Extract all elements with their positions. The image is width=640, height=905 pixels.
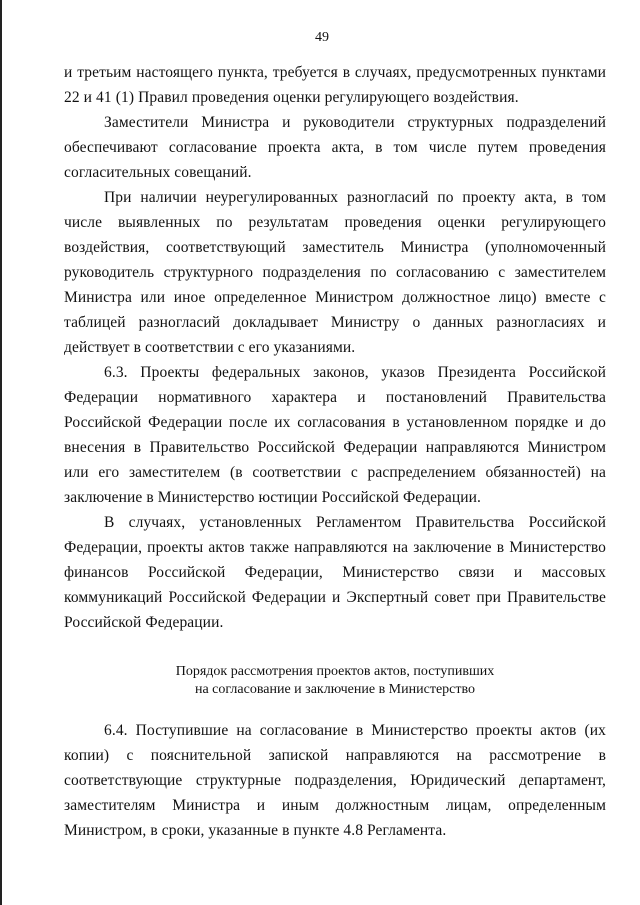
paragraph-6-3: 6.3. Проекты федеральных законов, указов Президента Российской Федерации нормативного характера и постановлений Правительства Российской Федерации после их согласования в установленном порядке и до внесения в Правительство Российской Федерации направляются Министром или его заместителем (в соответствии с распределением обязанностей) на заключение в Министерство юстиции Российской Федерации.: [64, 364, 606, 506]
document-body: [64, 60, 606, 635]
paragraph-continuation: и третьим настоящего пункта, требуется в случаях, предусмотренных пунктами 22 и 41 (1) Правил проведения оценки регулирующего воздействия.: [64, 64, 606, 106]
paragraph-6-4: 6.4. Поступившие на согласование в Министерство проекты актов (их копии) с пояснительной запиской направляются на рассмотрение в соответствующие структурные подразделения, Юридический департамент, заместителям Министра и иным должностным лицам, определенным Министром, в сроки, указанные в пункте 4.8 Регламента.: [64, 722, 606, 839]
paragraph-deputies: Заместители Министра и руководители структурных подразделений обеспечивают согласование проекта акта, в том числе путем проведения согласительных совещаний.: [64, 114, 606, 181]
section-heading-line-2: на согласование и заключение в Министерство: [194, 682, 476, 697]
section-heading: [64, 663, 606, 699]
section-body: [64, 718, 606, 843]
section-heading-line-1: Порядок рассмотрения проектов актов, поступивших: [175, 664, 495, 679]
paragraph-regulation-cases: В случаях, установленных Регламентом Правительства Российской Федерации, проекты актов также направляются на заключение в Министерство финансов Российской Федерации, Министерство связи и массовых коммуникаций Российской Федерации и Экспертный совет при Правительстве Российской Федерации.: [64, 514, 606, 631]
paragraph-disagreements: При наличии неурегулированных разногласий по проекту акта, в том числе выявленных по результатам проведения оценки регулирующего воздействия, соответствующий заместитель Министра (уполномоченный руководитель структурного подразделения по согласованию с заместителем Министра или иное определенное Министром должностное лицо) вместе с таблицей разногласий докладывает Министру о данных разногласиях и действует в соответствии с его указаниями.: [64, 189, 606, 356]
page-number: 49: [315, 30, 329, 45]
